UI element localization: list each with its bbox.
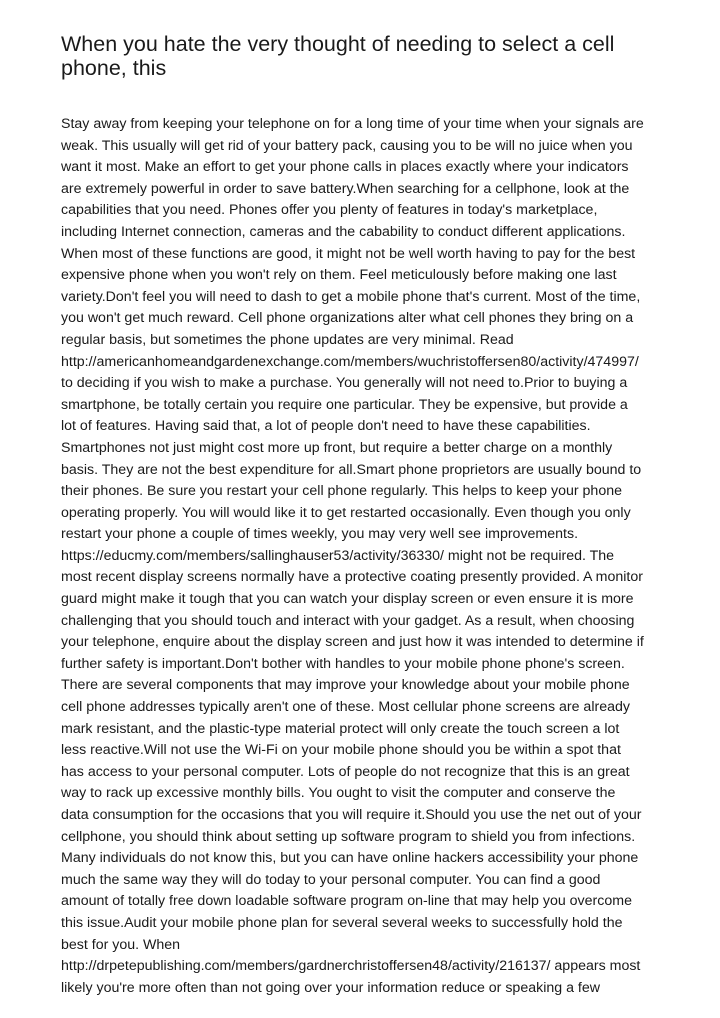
body-line: mark resistant, and the plastic-type material protect will only create the touch screen a lot	[61, 720, 620, 737]
body-line: regular basis, but sometimes the phone updates are very minimal. Read	[61, 331, 514, 348]
body-line: are extremely powerful in order to save battery.When searching for a cellphone, look at the	[61, 180, 630, 197]
url-line: http://americanhomeandgardenexchange.com/members/wuchristoffersen80/activity/474997/	[61, 353, 639, 370]
document-page	[61, 32, 661, 999]
body-line: their phones. Be sure you restart your cell phone regularly. This helps to keep your phone	[61, 483, 622, 500]
body-line: basis. They are not the best expenditure for all.Smart phone proprietors are usually bound to	[61, 461, 642, 478]
body-line: weak. This usually will get rid of your battery pack, causing you to be will no juice when you	[61, 137, 633, 154]
body-line: When most of these functions are good, it might not be well worth having to pay for the best	[61, 245, 636, 262]
body-line: Smartphones not just might cost more up front, but require a better charge on a monthly	[61, 439, 613, 456]
body-line: expensive phone when you won't rely on them. Feel meticulously before making one last	[61, 267, 617, 284]
url-line: https://educmy.com/members/sallinghauser53/activity/36330/ might not be required. The	[61, 547, 615, 564]
article-body	[61, 114, 661, 999]
body-line: Stay away from keeping your telephone on for a long time of your time when your signals are	[61, 116, 644, 132]
body-line: this issue.Audit your mobile phone plan for several several weeks to successfully hold the	[61, 914, 623, 931]
title-line: When you hate the very thought of needing to select a cell	[61, 32, 615, 56]
body-line: guard might make it tough that you can watch your display screen or even ensure it is more	[61, 591, 634, 608]
body-line: operating properly. You will would like it to get restarted occasionally. Even though you only	[61, 504, 631, 521]
body-line: you won't get much reward. Cell phone organizations alter what cell phones they bring on a	[61, 310, 634, 327]
body-line: less reactive.Will not use the Wi-Fi on your mobile phone should you be within a spot that	[61, 742, 621, 759]
body-line: cell phone addresses typically aren't one of these. Most cellular phone screens are already	[61, 699, 630, 716]
body-line: variety.Don't feel you will need to dash to get a mobile phone that's current. Most of the time,	[61, 288, 641, 305]
body-line: smartphone, be totally certain you require one particular. They be expensive, but provide a	[61, 396, 628, 413]
body-line: lot of features. Having said that, a lot of people don't need to have these capabilities.	[61, 418, 591, 435]
body-line: most recent display screens normally have a protective coating presently provided. A monitor	[61, 569, 643, 586]
title-line: phone, this	[61, 56, 167, 80]
body-line: There are several components that may improve your knowledge about your mobile phone	[61, 677, 630, 694]
body-line: your telephone, enquire about the display screen and just how it was intended to determine if	[61, 634, 644, 651]
body-line: Many individuals do not know this, but you can have online hackers accessibility your phone	[61, 850, 639, 867]
body-line: much the same way they will do today to your personal computer. You can find a good	[61, 871, 601, 888]
body-line: has access to your personal computer. Lots of people do not recognize that this is an great	[61, 763, 630, 780]
body-line: amount of totally free down loadable software program on-line that may help you overcome	[61, 893, 632, 910]
url-line: http://drpetepublishing.com/members/gardnerchristoffersen48/activity/216137/ appears most	[61, 958, 641, 975]
page-title	[61, 32, 661, 80]
body-line: data consumption for the occasions that you will require it.Should you use the net out of your	[61, 807, 642, 823]
body-line: way to rack up excessive monthly bills. You ought to visit the computer and conserve the	[61, 785, 616, 802]
body-line: likely you're more often than not going over your information reduce or speaking a few	[61, 979, 600, 996]
body-line: want it most. Make an effort to get your phone calls in places exactly where your indicators	[61, 159, 629, 176]
body-line: challenging that you should touch and interact with your gadget. As a result, when choosing	[61, 612, 635, 629]
body-line: restart your phone a couple of times weekly, you may very well see improvements.	[61, 526, 579, 543]
body-line: further safety is important.Don't bother with handles to your mobile phone phone's screen.	[61, 655, 625, 672]
body-line: including Internet connection, cameras and the cabability to conduct different applications.	[61, 223, 626, 240]
body-line: capabilities that you need. Phones offer you plenty of features in today's marketplace,	[61, 202, 598, 219]
body-line: best for you. When	[61, 936, 181, 953]
body-line: cellphone, you should think about setting up software program to shield you from infections.	[61, 828, 636, 845]
body-line: to deciding if you wish to make a purchase. You generally will not need to.Prior to buying a	[61, 375, 628, 392]
